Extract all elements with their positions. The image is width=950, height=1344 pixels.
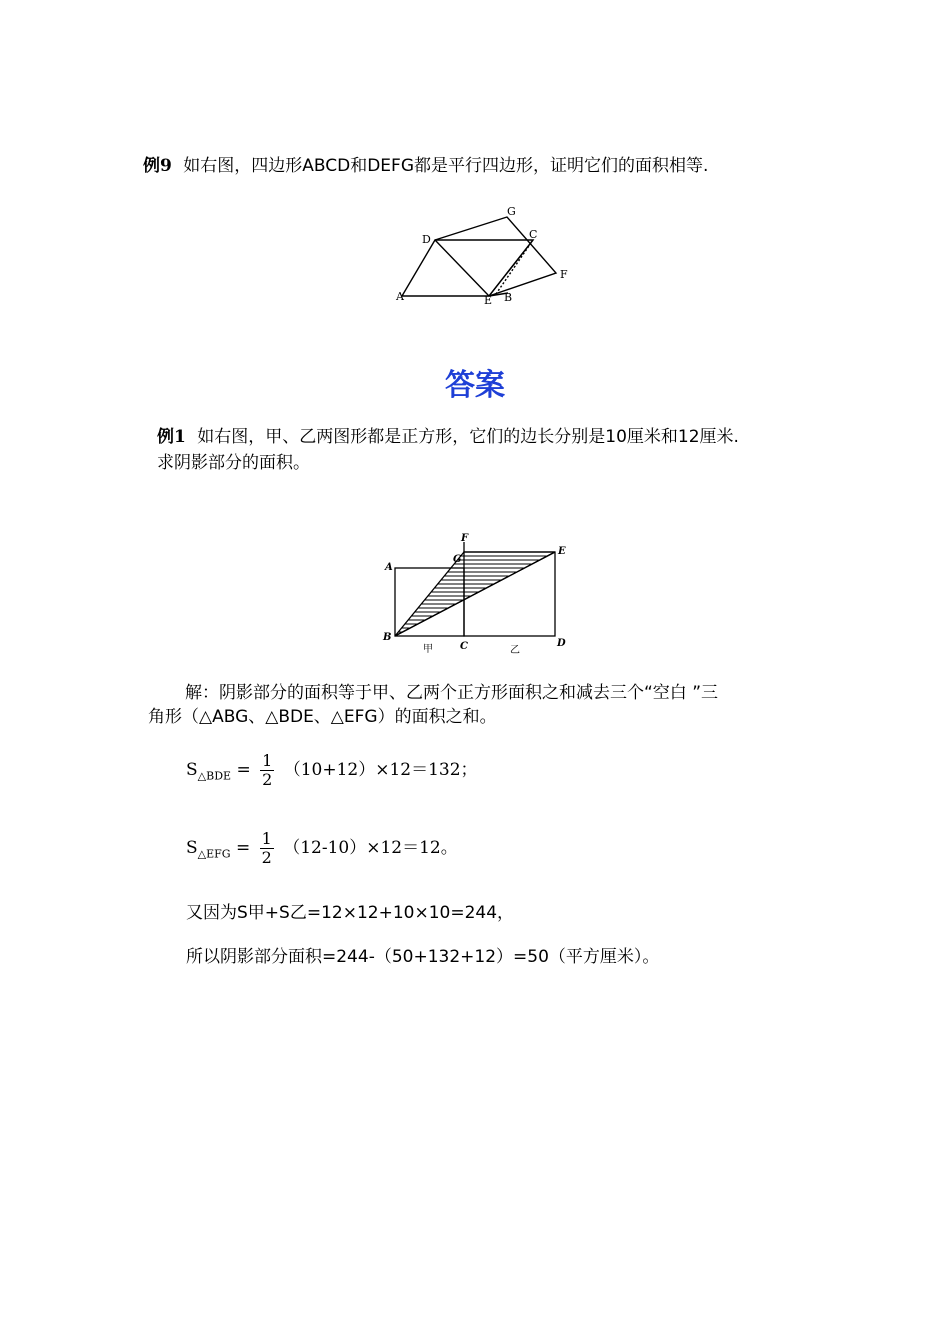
example1-text-line1: 如右图，甲、乙两图形都是正方形，它们的边长分别是10厘米和12厘米. xyxy=(197,427,739,447)
eq1-s: S xyxy=(186,760,198,780)
label-yi: 乙 xyxy=(510,645,520,656)
label-e: E xyxy=(558,546,566,557)
example9-text: 如右图，四边形ABCD和DEFG都是平行四边形，证明它们的面积相等. xyxy=(183,156,709,176)
example1-text-line2: 求阴影部分的面积。 xyxy=(157,453,310,473)
label-c: C xyxy=(529,228,538,241)
segment-be xyxy=(395,552,555,636)
eq2-rest: （12-10）×12＝12。 xyxy=(283,838,458,858)
example9-paragraph xyxy=(143,154,708,179)
eq2-eq: = xyxy=(235,838,251,858)
solution-line2: 角形（△ABG、△BDE、△EFG）的面积之和。 xyxy=(148,707,497,727)
answer-title: 答案 xyxy=(445,368,505,403)
label-e: E xyxy=(484,294,493,307)
label-d: D xyxy=(422,233,431,246)
eq1-rest: （10+12）×12＝132； xyxy=(283,760,478,780)
eq2-fraction xyxy=(260,830,274,867)
square-jia xyxy=(395,568,464,636)
label-b: B xyxy=(504,291,513,304)
label-g: G xyxy=(453,554,462,565)
label-c: C xyxy=(460,641,468,652)
label-d: D xyxy=(557,638,566,649)
eq1-num: 1 xyxy=(262,751,273,770)
eq2-s: S xyxy=(186,838,198,858)
example1-paragraph xyxy=(157,425,739,450)
example9-label: 例9 xyxy=(143,156,172,176)
equation-efg xyxy=(186,830,458,867)
eq2-sub: △EFG xyxy=(197,847,231,861)
label-b: B xyxy=(383,632,392,643)
square-yi xyxy=(464,552,555,636)
label-f: F xyxy=(560,268,568,281)
solution-line4: 所以阴影部分面积=244-（50+132+12）=50（平方厘米）。 xyxy=(186,947,660,967)
parallelogram-defg xyxy=(435,217,556,296)
label-a: A xyxy=(385,562,393,573)
label-g: G xyxy=(507,205,516,218)
segment-de xyxy=(435,240,489,296)
label-f: F xyxy=(461,533,469,544)
eq1-eq: = xyxy=(236,760,251,780)
eq1-den: 2 xyxy=(262,770,273,789)
eq2-num: 1 xyxy=(261,829,272,848)
equation-bde xyxy=(186,752,478,789)
label-a: A xyxy=(396,290,404,303)
eq1-fraction xyxy=(260,752,274,789)
segment-ec xyxy=(489,240,533,296)
example1-label: 例1 xyxy=(157,427,186,447)
parallelogram-figure xyxy=(390,200,580,310)
eq2-den: 2 xyxy=(261,848,272,867)
solution-line3: 又因为S甲+S乙=12×12+10×10=244， xyxy=(186,903,515,923)
squares-figure xyxy=(375,532,575,660)
solution-line1: 解：阴影部分的面积等于甲、乙两个正方形面积之和减去三个“空白 ”三 xyxy=(185,683,719,703)
eq1-sub: △BDE xyxy=(197,769,232,783)
label-jia: 甲 xyxy=(423,644,433,655)
